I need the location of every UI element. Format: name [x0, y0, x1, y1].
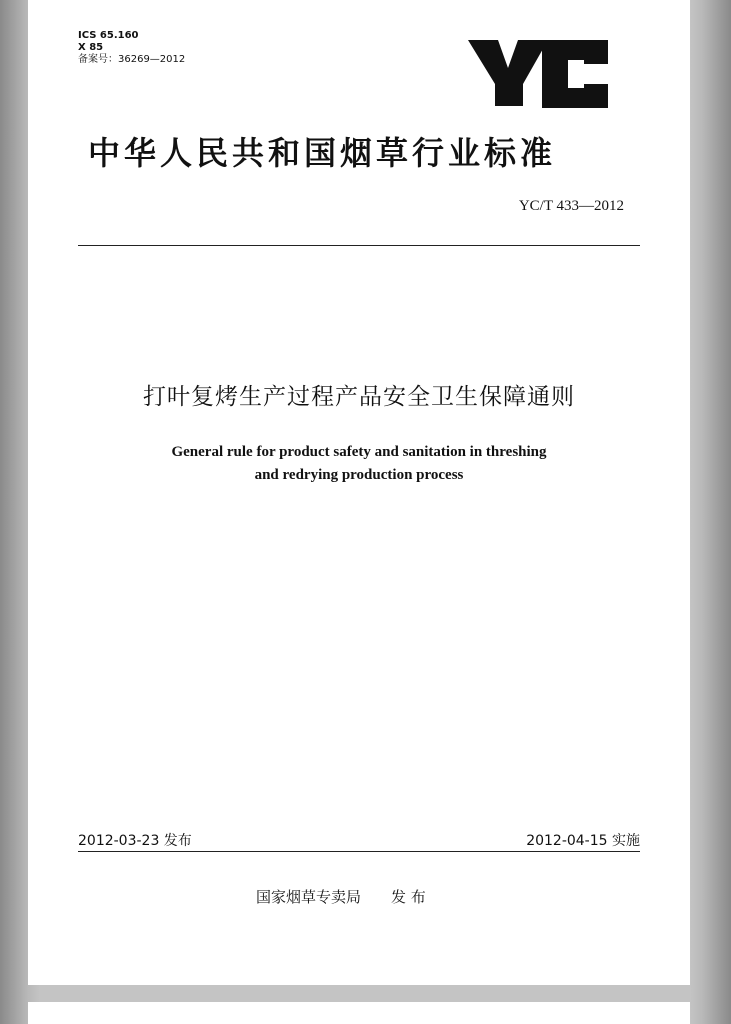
yc-logo: [468, 28, 608, 118]
publish-label: 发 布: [391, 888, 426, 906]
publisher-line: [256, 886, 426, 907]
record-number: 备案号：36269—2012: [78, 54, 186, 65]
standard-category-title: 中华人民共和国烟草行业标准: [88, 134, 557, 172]
class-code: X 85: [78, 42, 104, 53]
document-title-chinese: 打叶复烤生产过程产品安全卫生保障通则: [143, 384, 575, 410]
issue-date: 2012-03-23 发布: [78, 833, 192, 849]
publisher-name: 国家烟草专卖局: [256, 888, 362, 906]
header-divider: [78, 245, 640, 246]
english-title-line-2: and redrying production process: [254, 467, 464, 483]
ics-code: ICS 65.160: [78, 30, 139, 41]
implementation-date: 2012-04-15 实施: [526, 833, 640, 849]
next-page-edge: [28, 1002, 690, 1024]
footer-divider: [78, 851, 640, 852]
english-title-line-1: General rule for product safety and sanitation in threshing: [171, 444, 547, 460]
document-title-english: [28, 441, 690, 487]
document-page: [28, 0, 690, 985]
standard-code: YC/T 433—2012: [518, 198, 624, 214]
classification-block: [78, 30, 185, 66]
